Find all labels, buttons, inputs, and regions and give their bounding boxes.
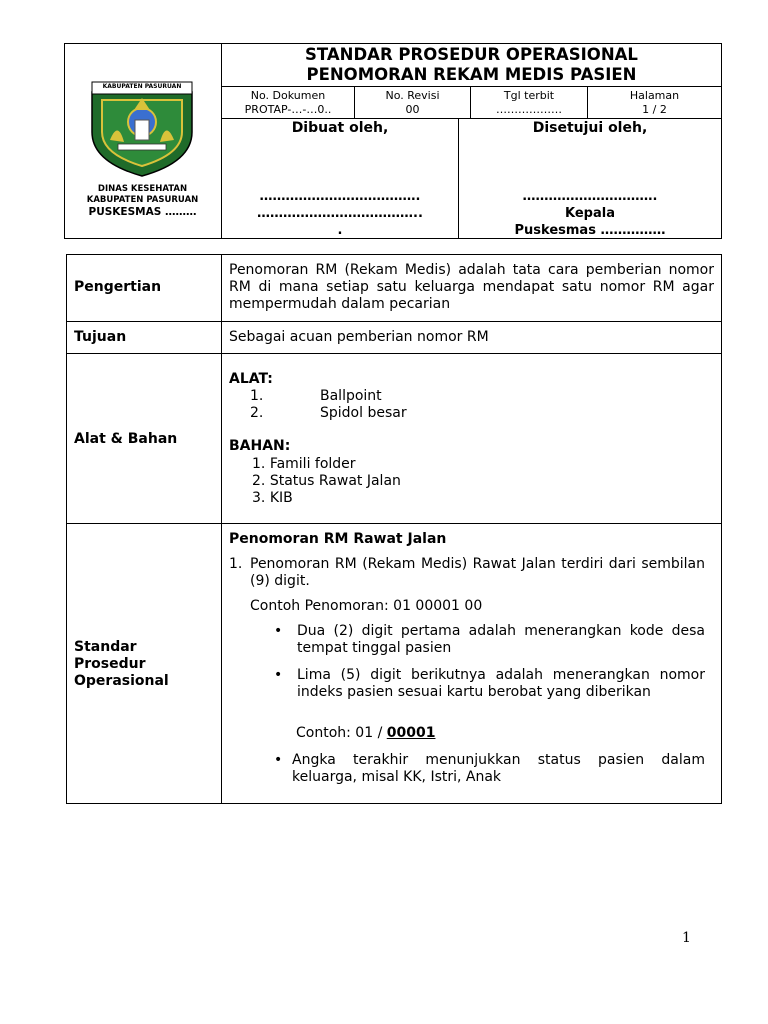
bahan-item-num: 2.: [252, 473, 266, 489]
no-dokumen-cell: [222, 89, 354, 117]
alat-item-text: Spidol besar: [320, 405, 407, 421]
tgl-terbit-label: Tgl terbit: [503, 89, 555, 102]
emblem-caption: KABUPATEN PASURUAN: [102, 83, 182, 90]
alat-item-text: Ballpoint: [320, 388, 382, 404]
contoh-penomoran: Contoh Penomoran: 01 00001 00: [250, 598, 483, 614]
bahan-item-text: Status Rawat Jalan: [269, 473, 401, 489]
disetujui-label: Disetujui oleh,: [532, 120, 648, 136]
no-dokumen-value: PROTAP-…-…0..: [244, 103, 332, 116]
bahan-item-num: 1.: [252, 456, 266, 472]
sop-item-number: 1.: [229, 556, 243, 572]
halaman-label: Halaman: [629, 89, 680, 102]
disetujui-puskesmas: Puskesmas ……………: [514, 223, 666, 238]
alat-item-num: 1.: [250, 388, 264, 404]
halaman-cell: [588, 89, 721, 117]
kabupaten-pasuruan-emblem-icon: [88, 80, 196, 178]
bahan-item-num: 3.: [252, 490, 266, 506]
disetujui-signature: [459, 188, 721, 239]
sop-heading: Penomoran RM Rawat Jalan: [229, 531, 447, 547]
org-line-3: PUSKESMAS ………: [88, 206, 197, 218]
sop-label: [74, 639, 169, 690]
alat-bahan-label: Alat & Bahan: [74, 431, 178, 447]
org-line-2: KABUPATEN PASURUAN: [86, 195, 199, 205]
page-title: [222, 45, 721, 85]
bahan-list-item: [252, 473, 401, 490]
no-revisi-cell: [355, 89, 470, 117]
bullet-icon: •: [274, 667, 283, 683]
dibuat-signature: [222, 188, 458, 239]
org-name: [64, 184, 221, 206]
bahan-item-text: Famili folder: [269, 456, 356, 472]
alat-heading: ALAT:: [229, 371, 273, 387]
dibuat-label: Dibuat oleh,: [291, 120, 389, 136]
sop-label-line-3: Operasional: [74, 673, 169, 689]
alat-list-item: [250, 388, 382, 405]
sop-label-line-1: Standar: [74, 639, 137, 655]
bahan-heading: BAHAN:: [229, 438, 291, 454]
contoh-prefix: Contoh: 01 /: [296, 725, 387, 741]
alat-item-num: 2.: [250, 405, 264, 421]
title-line-1: STANDAR PROSEDUR OPERASIONAL: [305, 45, 638, 64]
sop-label-line-2: Prosedur: [74, 656, 146, 672]
dibuat-dots-2: ………………………………..: [257, 206, 423, 221]
page-number: 1: [682, 930, 691, 946]
tujuan-text: Sebagai acuan pemberian nomor RM: [229, 329, 489, 345]
sop-item-text: Penomoran RM (Rekam Medis) Rawat Jalan terdiri dari sembilan (9) digit.: [250, 556, 705, 589]
bahan-list-item: [252, 456, 356, 473]
title-line-2: PENOMORAN REKAM MEDIS PASIEN: [306, 65, 637, 84]
bullet-item-3: Angka terakhir menunjukkan status pasien dalam keluarga, misal KK, Istri, Anak: [292, 752, 705, 785]
contoh-value: 00001: [386, 725, 436, 741]
dibuat-dots-3: .: [337, 223, 343, 238]
bullet-item-2: Lima (5) digit berikutnya adalah menerangkan nomor indeks pasien sesuai kartu berobat yang diberikan: [297, 667, 705, 700]
org-line-1: DINAS KESEHATAN: [97, 184, 188, 194]
pengertian-label: Pengertian: [74, 279, 162, 295]
dibuat-dots-1: ……………………………….: [259, 189, 421, 204]
bullet-icon: •: [274, 623, 283, 639]
no-dokumen-label: No. Dokumen: [250, 89, 326, 102]
bahan-item-text: KIB: [269, 490, 293, 506]
tgl-terbit-cell: [471, 89, 587, 117]
tgl-terbit-value: ………………: [496, 103, 562, 116]
bullet-icon: •: [274, 752, 283, 768]
no-revisi-label: No. Revisi: [385, 89, 440, 102]
halaman-value: 1 / 2: [642, 103, 667, 116]
pengertian-text: Penomoran RM (Rekam Medis) adalah tata cara pemberian nomor RM di mana setiap satu keluarga mendapat satu nomor RM agar mempermudah dalam pecarian: [229, 262, 714, 312]
bahan-list-item: [252, 490, 293, 507]
no-revisi-value: 00: [405, 103, 420, 116]
disetujui-kepala: Kepala: [565, 206, 615, 221]
disetujui-dots: ………………………….: [522, 189, 658, 204]
alat-list-item: [250, 405, 407, 422]
bullet-item-1: Dua (2) digit pertama adalah menerangkan kode desa tempat tinggal pasien: [297, 623, 705, 656]
tujuan-label: Tujuan: [74, 329, 127, 345]
contoh-nomor-indeks: [296, 725, 435, 742]
